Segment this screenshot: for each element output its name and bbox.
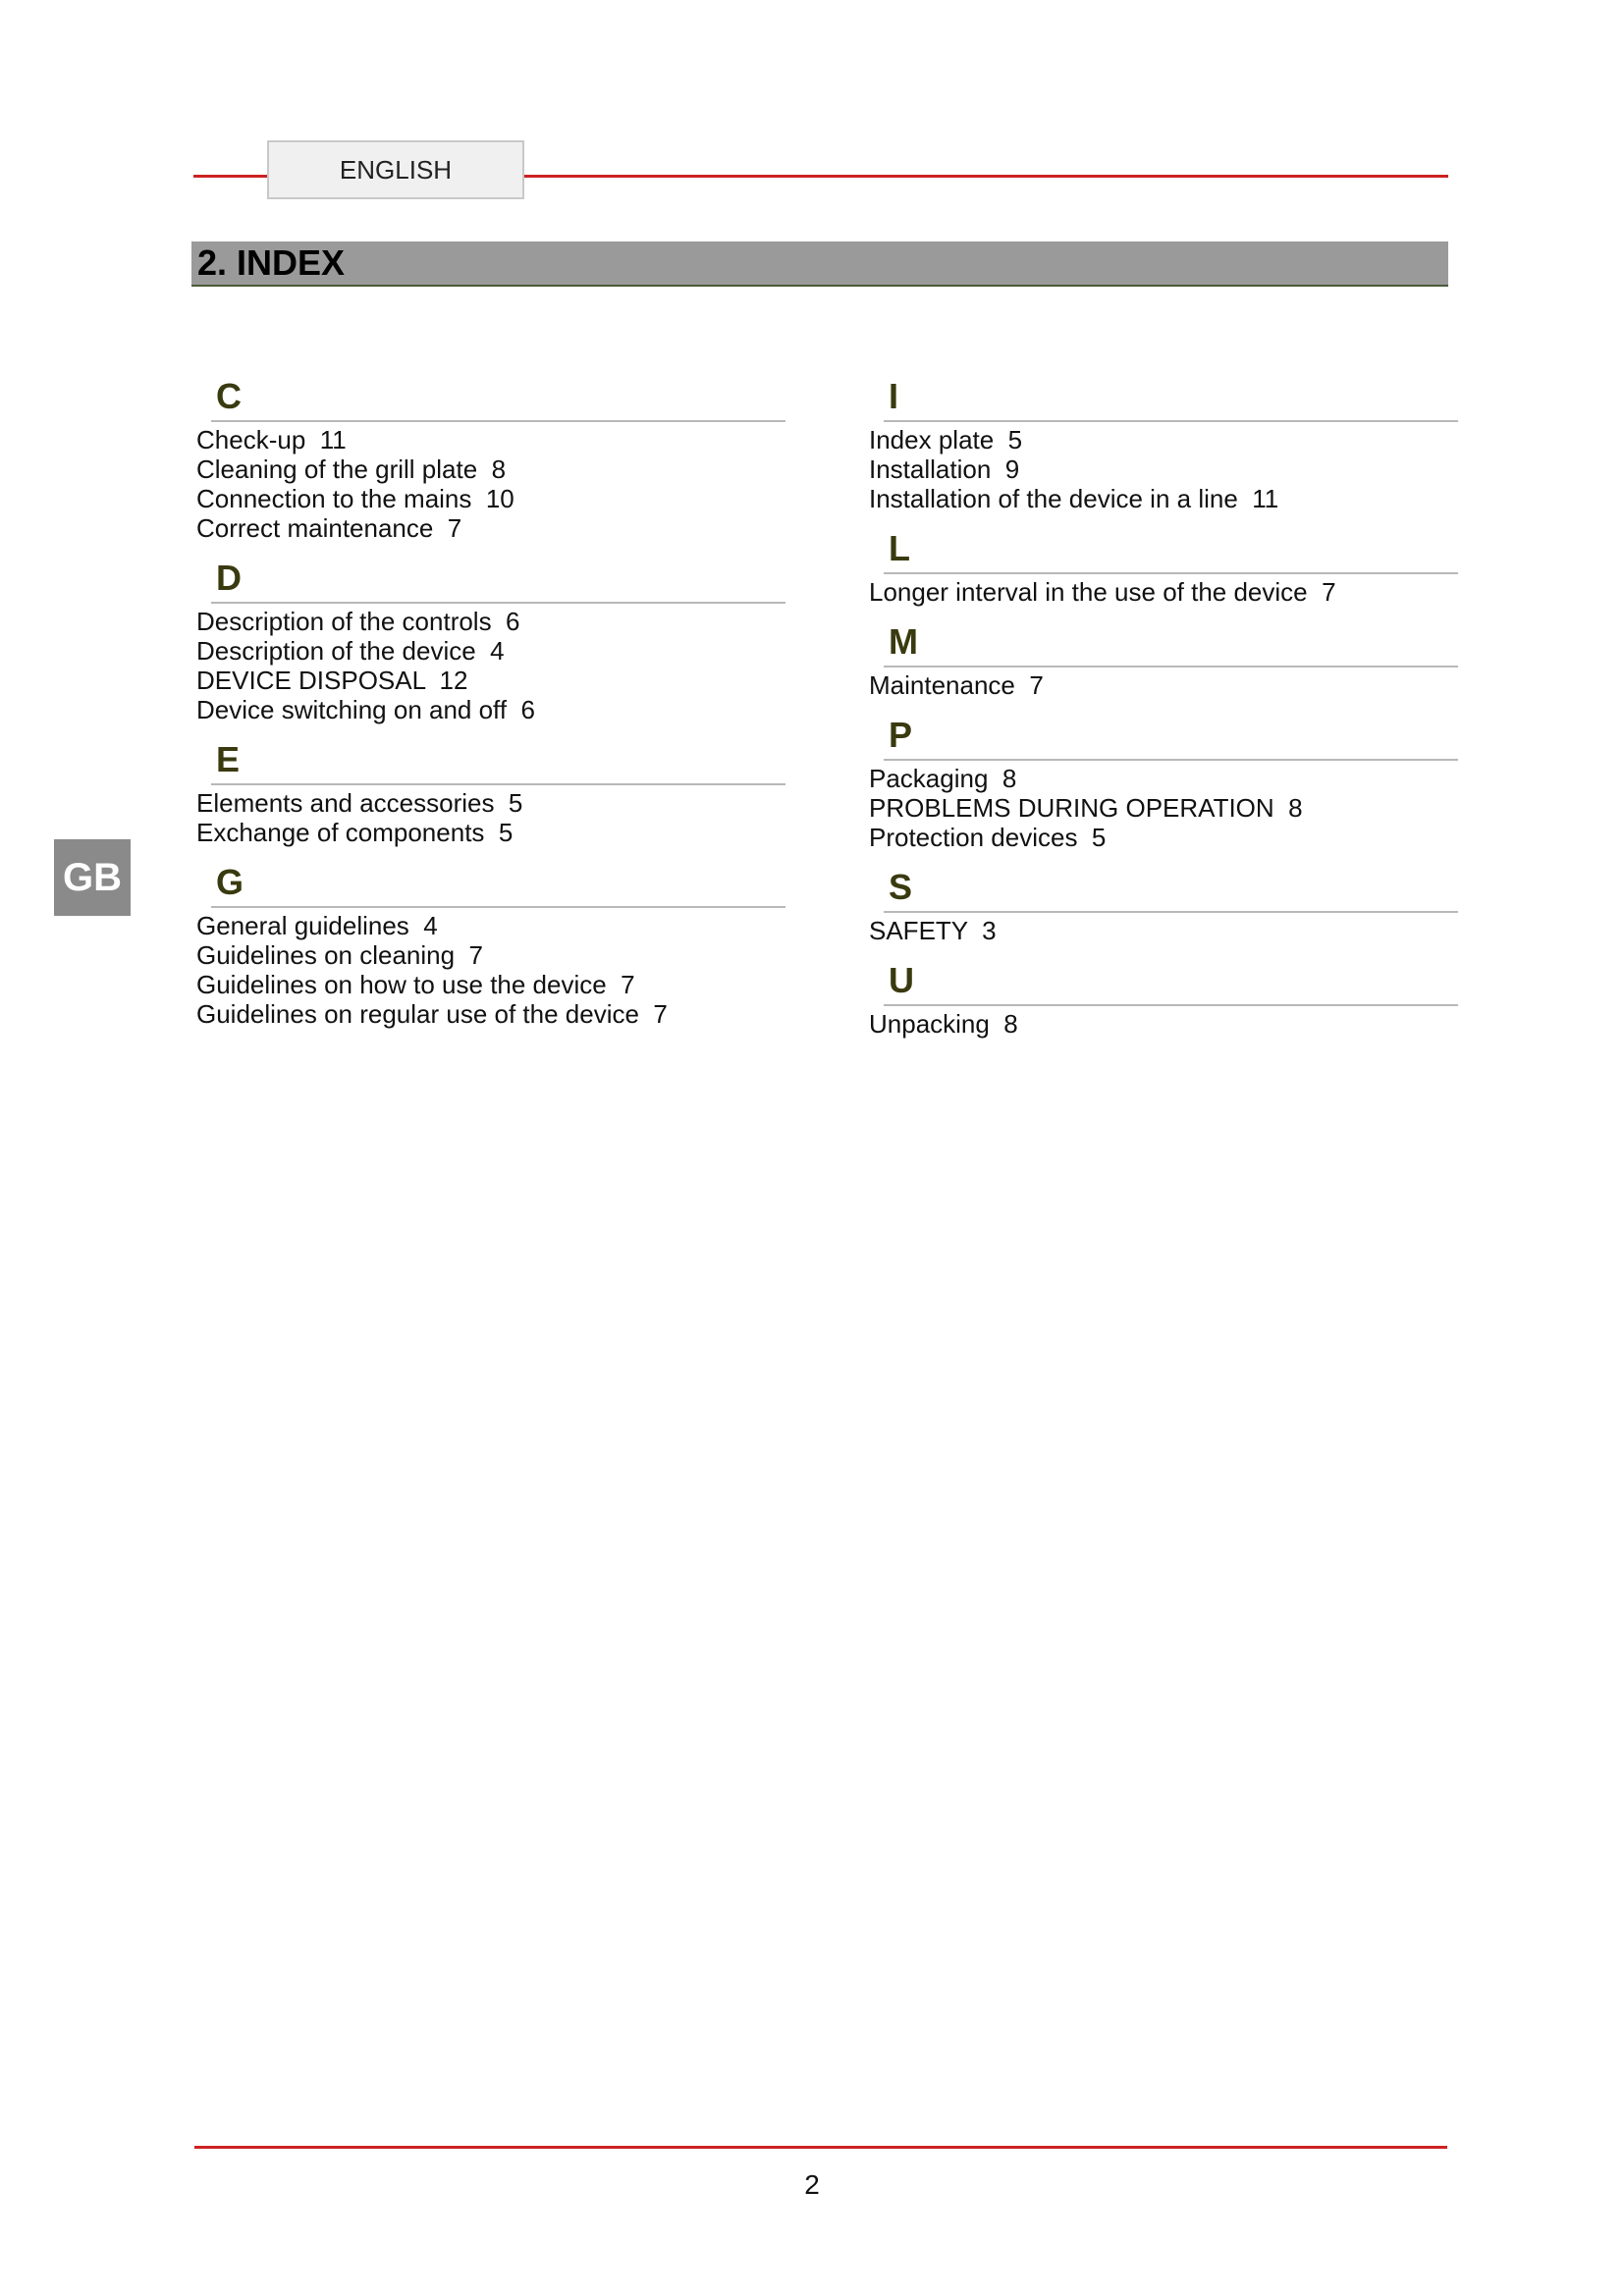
footer-rule (194, 2146, 1447, 2149)
index-entry: Device switching on and off 6 (196, 695, 535, 724)
index-section-c (196, 373, 785, 543)
index-entry: Description of the device 4 (196, 636, 505, 666)
index-letter-heading: G (216, 862, 244, 902)
index-section-d (196, 555, 785, 724)
index-column-left (196, 373, 785, 1041)
index-letter-heading: I (889, 376, 899, 416)
index-letter-heading: U (889, 960, 914, 1000)
index-letter-rule (884, 759, 1458, 761)
index-letter-rule (884, 420, 1458, 422)
index-letter-rule (211, 602, 785, 604)
index-letter-heading: C (216, 376, 242, 416)
index-section-s (869, 864, 1458, 945)
index-entry: Guidelines on how to use the device 7 (196, 970, 635, 999)
language-tab-label: ENGLISH (339, 154, 453, 185)
index-section-i (869, 373, 1458, 513)
index-entry: Index plate 5 (869, 425, 1023, 454)
index-entry: Maintenance 7 (869, 670, 1044, 700)
index-entry: Installation of the device in a line 11 (869, 484, 1279, 513)
index-entry: Installation 9 (869, 454, 1020, 484)
index-letter-heading: E (216, 739, 241, 779)
index-entry: Guidelines on cleaning 7 (196, 940, 483, 970)
page-title: 2. INDEX (197, 242, 346, 283)
country-side-tab-label: GB (63, 855, 122, 899)
index-column-right (869, 373, 1458, 1050)
index-entry: DEVICE DISPOSAL 12 (196, 666, 468, 695)
index-entry: Packaging 8 (869, 764, 1017, 793)
index-section-e (196, 736, 785, 847)
index-entry: Check-up 11 (196, 425, 347, 454)
index-letter-rule (884, 572, 1458, 574)
index-letter-rule (211, 906, 785, 908)
index-letter-rule (211, 420, 785, 422)
index-entry: Unpacking 8 (869, 1009, 1018, 1039)
index-letter-heading: P (889, 715, 913, 755)
index-entry: Connection to the mains 10 (196, 484, 514, 513)
index-entry: Guidelines on regular use of the device 7 (196, 999, 668, 1029)
index-entry: Description of the controls 6 (196, 607, 520, 636)
index-entry: SAFETY 3 (869, 916, 997, 945)
index-entry: PROBLEMS DURING OPERATION 8 (869, 793, 1303, 823)
index-entry: Cleaning of the grill plate 8 (196, 454, 507, 484)
index-entry: Correct maintenance 7 (196, 513, 462, 543)
index-section-p (869, 712, 1458, 852)
index-letter-heading: D (216, 558, 242, 598)
header-rule-right (522, 175, 1448, 178)
index-letter-heading: L (889, 528, 910, 568)
index-section-l (869, 525, 1458, 607)
index-entry: Longer interval in the use of the device 7 (869, 577, 1336, 607)
index-entry: Exchange of components 5 (196, 818, 514, 847)
index-letter-heading: S (889, 867, 913, 907)
index-letter-heading: M (889, 621, 918, 662)
index-section-m (869, 618, 1458, 700)
index-letter-rule (211, 783, 785, 785)
country-side-tab (54, 839, 131, 916)
index-section-u (869, 957, 1458, 1039)
header-rule-left (193, 175, 269, 178)
page-number: 2 (804, 2169, 820, 2200)
index-letter-rule (884, 1004, 1458, 1006)
index-letter-rule (884, 911, 1458, 913)
language-tab (267, 140, 524, 199)
index-entry: Protection devices 5 (869, 823, 1107, 852)
index-entry: General guidelines 4 (196, 911, 438, 940)
section-title-bar (191, 241, 1448, 287)
index-entry: Elements and accessories 5 (196, 788, 523, 818)
index-letter-rule (884, 666, 1458, 667)
index-section-g (196, 859, 785, 1029)
